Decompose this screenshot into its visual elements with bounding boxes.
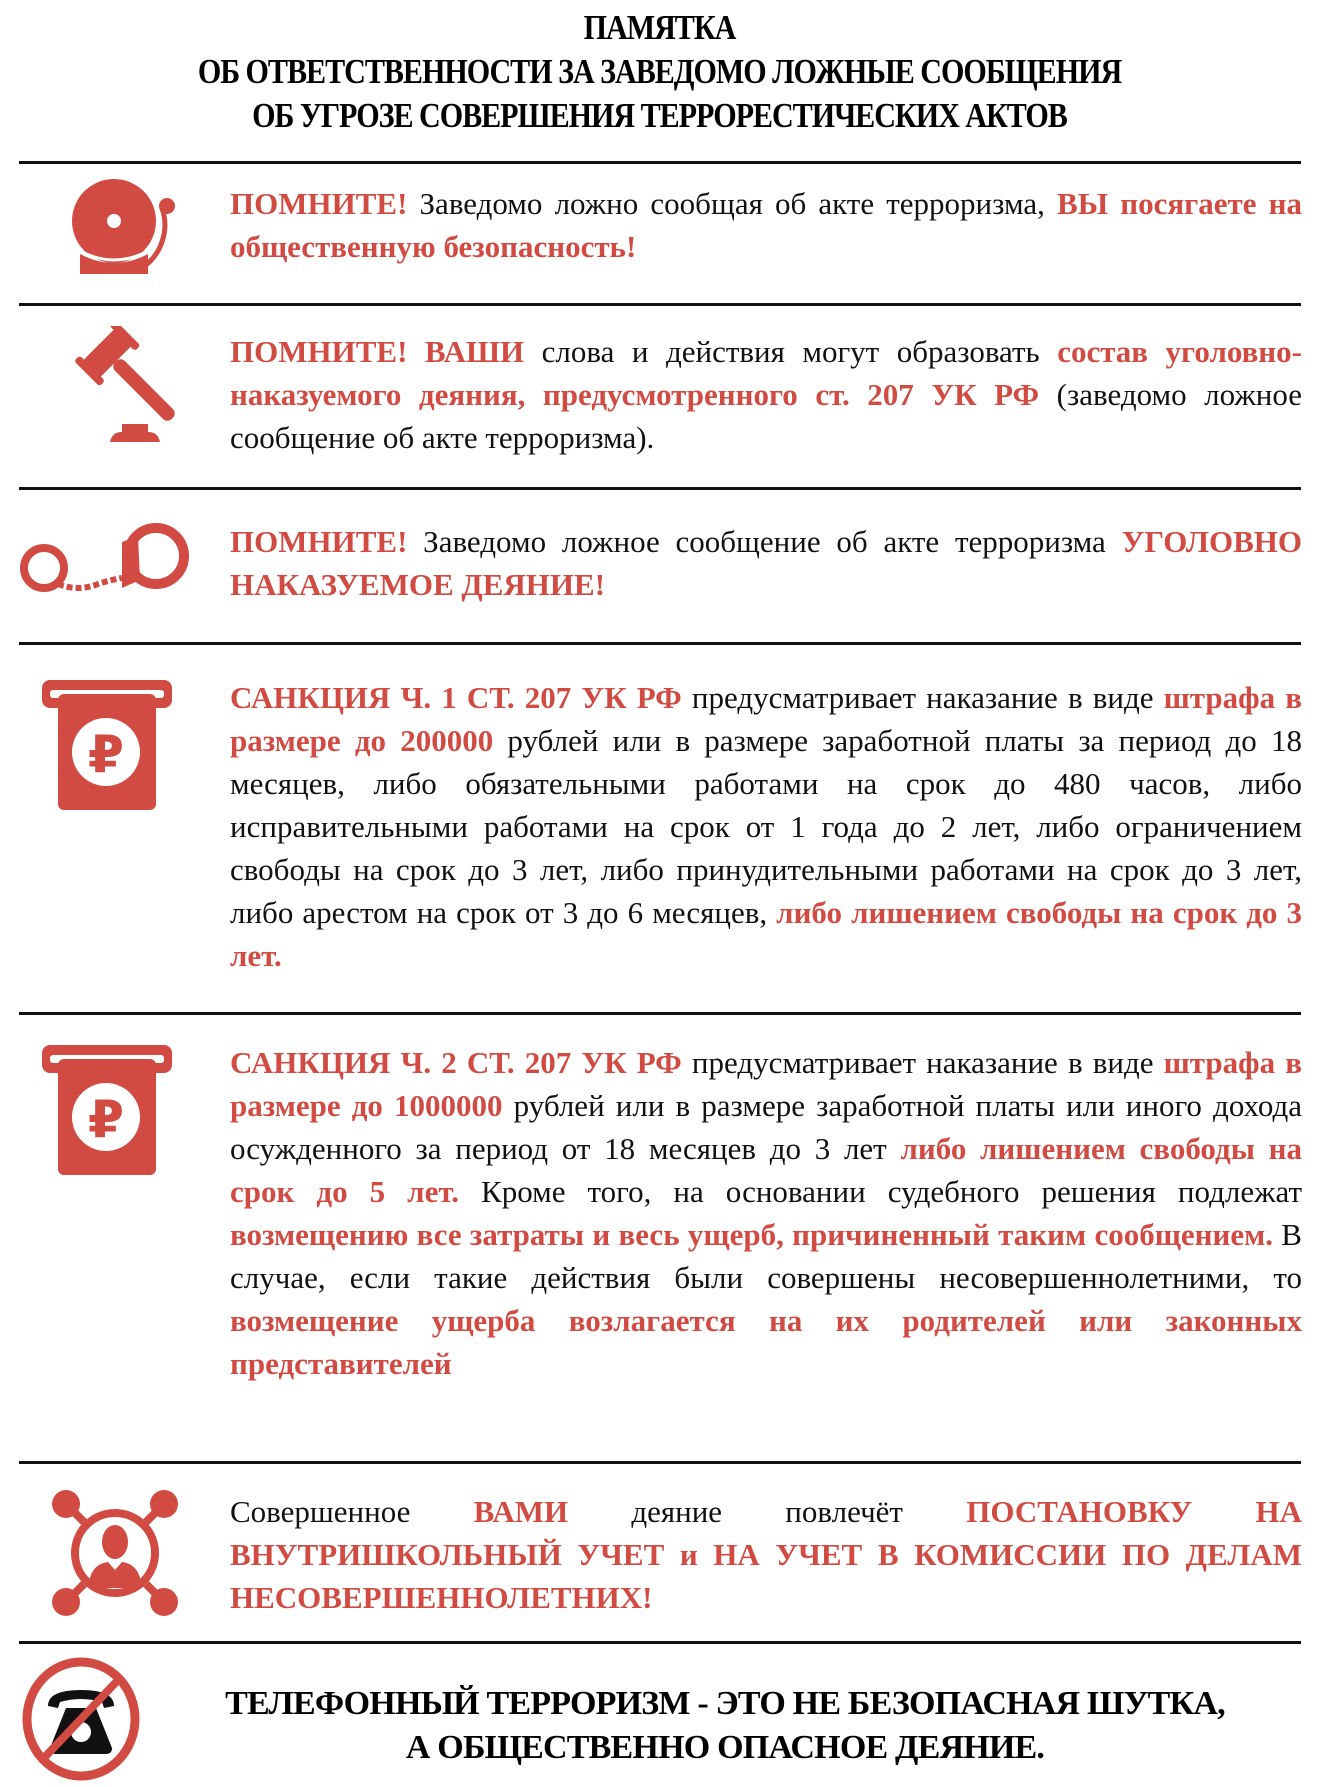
text-segment: ПОСТАНОВКУ НА ВНУТРИШКОЛЬНЫЙ УЧЕТ и НА УЧЕТ В КОМИССИИ ПО ДЕЛАМ НЕСОВЕРШЕННОЛЕТНИХ! [230, 1494, 1303, 1615]
text-segment: либо лишением свободы на срок до 3 лет. [230, 895, 1302, 973]
text-segment: штрафа в размере до 200000 [230, 680, 1302, 758]
text-segment: состав уголовно-наказуемого деяния, предусмотренного ст. 207 УК РФ [230, 334, 1302, 412]
title-line-1: ПАМЯТКА [583, 8, 736, 47]
text-segment: деяние повлечёт [568, 1494, 967, 1529]
text-segment: возмещение ущерба возлагается на их родителей или законных представителей [230, 1303, 1302, 1381]
text-segment: Заведомо ложно сообщая об акте терроризма, [407, 186, 1058, 221]
text-segment: ПОМНИТЕ! ВАШИ [230, 334, 525, 369]
alarm-bell-icon [62, 176, 182, 281]
text-segment: возмещению все затраты и весь ущерб, причиненный таким сообщением. [230, 1217, 1273, 1252]
ruble-receipt-icon [42, 680, 174, 812]
text-segment: (заведомо ложное сообщение об акте терроризма). [230, 377, 1303, 455]
text-segment: предусматривает наказание в виде [681, 680, 1164, 715]
text-segment: рублей или в размере заработной платы или иного дохода осужденного за период от 18 месяцев до 3 лет [230, 1088, 1302, 1166]
title-line-3: ОБ УГРОЗЕ СОВЕРШЕНИЯ ТЕРРОРЕСТИЧЕСКИХ АКТОВ [252, 96, 1067, 135]
ruble-receipt-icon [42, 1045, 174, 1177]
section-4-text [230, 676, 1302, 977]
divider [19, 1461, 1301, 1464]
text-segment: ВАМИ [473, 1494, 569, 1529]
text-segment: рублей или в размере заработной платы за период до 18 месяцев, либо обязательными работами на срок до 480 часов, либо исправительными работами на срок от 1 года до 2 лет, либо ограничением свободы на срок до 3 лет, либо принудительными работами на срок до 3 лет, либо арестом на срок от 3 до 6 месяцев, [230, 723, 1302, 930]
text-segment: слова и действия могут образовать [524, 334, 1058, 369]
divider [19, 1641, 1301, 1644]
text-segment: ПОМНИТЕ! [230, 524, 408, 559]
footer-line-1: ТЕЛЕФОННЫЙ ТЕРРОРИЗМ - ЭТО НЕ БЕЗОПАСНАЯ ШУТКА, [225, 1685, 1225, 1722]
handcuffs-icon [18, 518, 190, 600]
divider [19, 303, 1301, 306]
title-line-2: ОБ ОТВЕТСТВЕННОСТИ ЗА ЗАВЕДОМО ЛОЖНЫЕ СООБЩЕНИЯ [197, 52, 1122, 91]
footer-line-2: А ОБЩЕСТВЕННО ОПАСНОЕ ДЕЯНИЕ. [405, 1729, 1045, 1766]
text-segment: В случае, если такие действия были совершены несовершеннолетними, то [230, 1217, 1302, 1295]
remember-label: ПОМНИТЕ! [230, 186, 408, 221]
section-2-text [230, 330, 1302, 459]
text-segment: Совершенное [230, 1494, 474, 1529]
text-segment: УГОЛОВНО НАКАЗУЕМОЕ ДЕЯНИЕ! [230, 524, 1302, 602]
section-6-text [230, 1490, 1302, 1619]
text-segment: предусматривает наказание в виде [681, 1045, 1164, 1080]
text-segment: Заведомо ложное сообщение об акте терроризма [407, 524, 1122, 559]
section-5-text [230, 1041, 1302, 1385]
gavel-icon [30, 326, 180, 446]
section-1-text [230, 182, 1302, 268]
section-3-text [230, 520, 1302, 606]
divider [19, 1012, 1301, 1015]
text-segment: САНКЦИЯ Ч. 2 СТ. 207 УК РФ [230, 1045, 682, 1080]
no-phone-icon [20, 1656, 142, 1782]
svg-text:₽: ₽ [87, 1090, 125, 1150]
footer-warning [140, 1682, 1310, 1770]
svg-text:₽: ₽ [87, 725, 125, 785]
text-segment: либо лишением свободы на срок до 5 лет. [230, 1131, 1302, 1209]
text-segment: ВЫ посягаете на общественную безопасность! [230, 186, 1302, 264]
text-segment: штрафа в размере до 1000000 [230, 1045, 1302, 1123]
text-segment: Кроме того, на основании судебного решения подлежат [458, 1174, 1302, 1209]
person-network-icon [50, 1488, 180, 1618]
divider [19, 487, 1301, 490]
page-title [92, 6, 1226, 138]
divider [19, 161, 1301, 164]
divider [19, 642, 1301, 645]
text-segment: САНКЦИЯ Ч. 1 СТ. 207 УК РФ [230, 680, 682, 715]
